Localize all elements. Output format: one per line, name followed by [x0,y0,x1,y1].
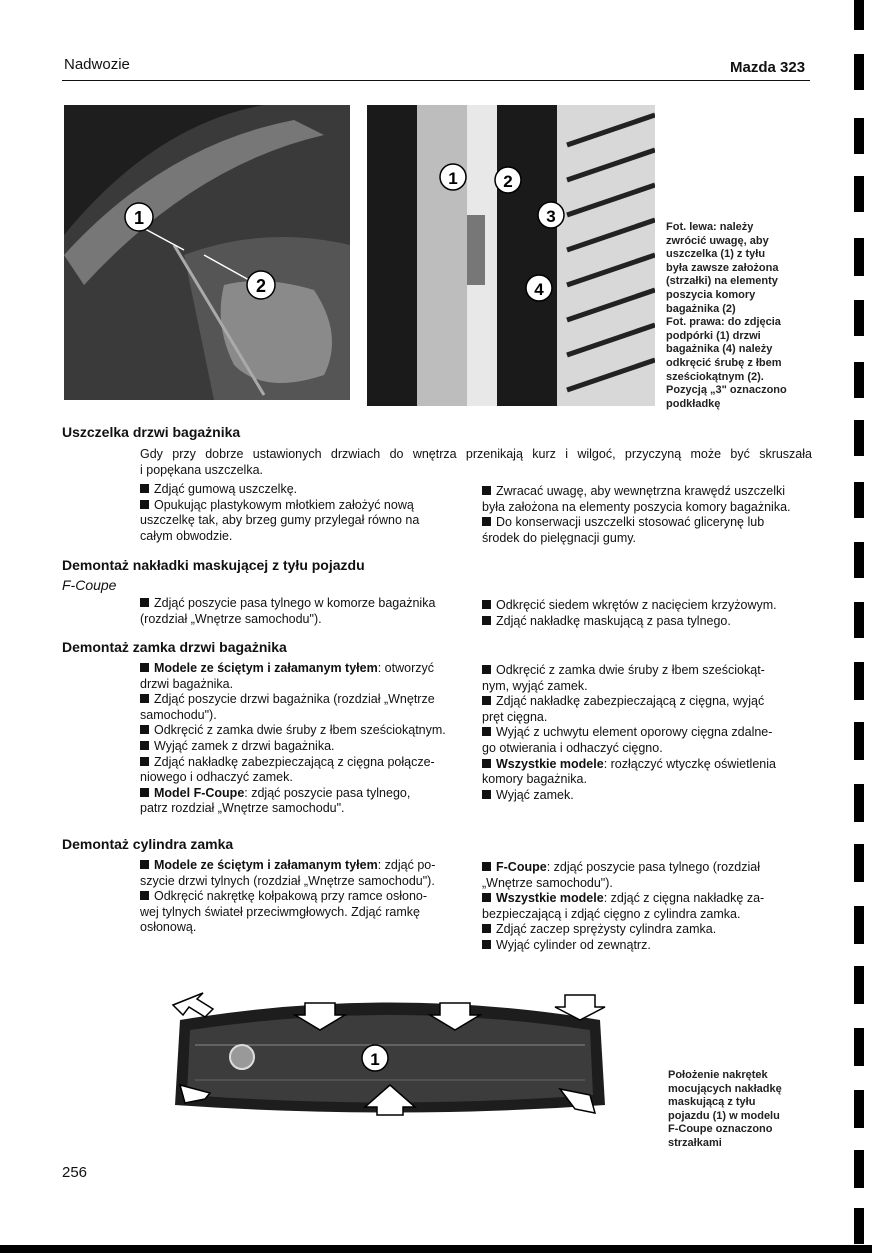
list-item: Odkręcić nakrętkę kołpakową przy ramce osłono- wej tylnych świateł przeciwmgłowych. Zdjąć ramkę osłonową. [140,889,428,935]
section-heading: Demontaż nakładki maskującej z tyłu pojazdu [62,557,365,573]
photo-label-1: 1 [448,169,458,188]
section-subtitle: F-Coupe [62,577,117,593]
section-left-column [140,482,465,544]
running-head-section: Nadwozie [64,56,130,73]
list-item: Modele ze ściętym i załamanym tyłem: zdjąć po- szycie drzwi tylnych (rozdział „Wnętrze samochodu"). [140,858,436,888]
photo-trunk-seal-drawing [64,105,350,400]
list-item: Odkręcić z zamka dwie śruby z łbem sześciokąt- nym, wyjąć zamek. [482,663,765,693]
photo-label-2: 2 [255,276,267,296]
photo-trunk-prop-drawing [367,105,655,406]
section-left-column [140,661,465,817]
photo-rear-trim-panel-drawing [165,985,615,1120]
list-item: Wyjąć z uchwytu element oporowy cięgna zdalne- go otwierania i odhaczyć cięgno. [482,725,773,755]
list-item: Zdjąć nakładkę maskującą z pasa tylnego. [482,614,812,630]
section-right-column [482,484,812,546]
photo-label-1: 1 [370,1050,380,1069]
list-item: Wszystkie modele: rozłączyć wtyczkę oświetlenia komory bagażnika. [482,756,776,787]
list-item: Wyjąć zamek. [482,788,812,804]
photo-trunk-prop [367,105,655,406]
list-item: Odkręcić z zamka dwie śruby z łbem sześciokątnym. [140,723,465,739]
list-item: F-Coupe: zdjąć poszycie pasa tylnego (rozdział „Wnętrze samochodu"). [482,860,760,890]
list-item: Do konserwacji uszczelki stosować glicerynę lub środek do pielęgnacji gumy. [482,515,765,545]
list-item: Zdjąć zaczep sprężysty cylindra zamka. [482,922,812,938]
header-rule [62,80,810,81]
edge-marks [852,0,872,1253]
photo-label-3: 3 [546,207,556,226]
list-item: Wyjąć zamek z drzwi bagażnika. [140,739,465,755]
section-heading: Demontaż zamka drzwi bagażnika [62,639,287,655]
bottom-edge-bar [0,1245,872,1253]
list-item: Wyjąć cylinder od zewnątrz. [482,938,812,954]
photo-label-2: 2 [503,172,513,191]
section-heading: Demontaż cylindra zamka [62,836,234,852]
section-right-column [482,860,812,954]
list-item: Zdjąć gumową uszczelkę. [140,482,465,498]
section-right-column [482,598,812,629]
section-intro: Gdy przy dobrze ustawionych drzwiach do wnętrza przenikają kurz i wilgoć, przyczyną może być skruszała i popękana uszczelka. [140,447,812,477]
figure-caption-bottom: Położenie nakrętek mocujących nakładkę maskującą z tyłu pojazdu (1) w modelu F-Coupe oznaczono strzałkami [668,1069,782,1149]
running-head-model: Mazda 323 [730,59,806,76]
list-item: Wszystkie modele: zdjąć z cięgna nakładkę za- bezpieczającą i zdjąć cięgno z cylindra zamka. [482,891,765,921]
page-number: 256 [62,1164,88,1181]
list-item: Opukując plastykowym młotkiem założyć nową uszczelkę tak, aby brzeg gumy przylegał równo na całym obwodzie. [140,497,420,543]
photo-label-1: 1 [133,208,145,228]
list-item: Zdjąć poszycie pasa tylnego w komorze bagażnika (rozdział „Wnętrze samochodu"). [140,596,436,626]
list-item: Zdjąć nakładkę zabezpieczającą z cięgna połącze- niowego i odhaczyć zamek. [140,754,435,785]
photo-trunk-seal [64,105,350,400]
list-item: Zdjąć nakładkę zabezpieczającą z cięgna, wyjąć pręt cięgna. [482,694,765,724]
list-item: Zdjąć poszycie drzwi bagażnika (rozdział „Wnętrze samochodu"). [140,692,435,722]
photo-label-4: 4 [534,280,544,299]
list-item: Modele ze ściętym i załamanym tyłem: otworzyć drzwi bagażnika. [140,661,434,691]
section-right-column [482,663,812,803]
list-item: Zwracać uwagę, aby wewnętrzna krawędź uszczelki była założona na elementy poszycia komory bagażnika. [482,484,791,514]
section-heading: Uszczelka drzwi bagażnika [62,424,241,440]
list-item: Odkręcić siedem wkrętów z nacięciem krzyżowym. [482,598,812,614]
figure-caption-top: Fot. lewa: należy zwrócić uwagę, aby uszczelka (1) z tyłu była zawsze założona (strzałki) na elementy poszycia komory bagażnika (2) Fot. prawa: do zdjęcia podpórki (1) drzwi bagażnika (4) należy odkręcić śrubę z łbem sześciokątnym (2). Pozycją „3" oznaczono podkładkę [666,221,787,410]
photo-rear-trim-panel [165,985,615,1120]
section-left-column [140,858,465,936]
section-left-column [140,596,465,627]
list-item: Model F-Coupe: zdjąć poszycie pasa tylnego, patrz rozdział „Wnętrze samochodu". [140,785,411,816]
